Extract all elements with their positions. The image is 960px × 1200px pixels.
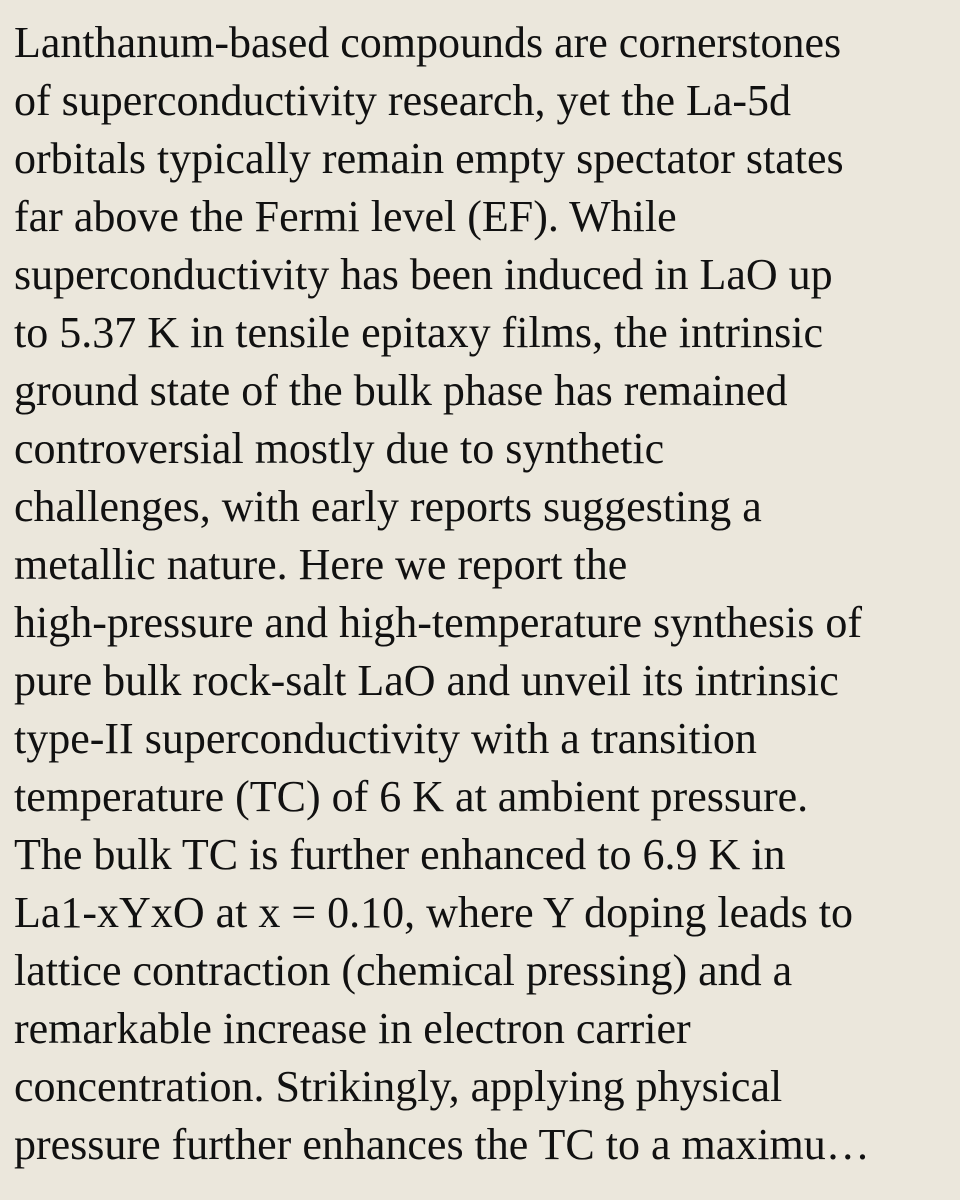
text-line: remarkable increase in electron carrier xyxy=(14,1004,691,1053)
text-line: pressure further enhances the TC to a maximu… xyxy=(14,1120,870,1169)
abstract-text xyxy=(14,14,960,1174)
text-line: far above the Fermi level (EF). While xyxy=(14,192,677,241)
text-line: challenges, with early reports suggesting a xyxy=(14,482,762,531)
text-line: superconductivity has been induced in LaO up xyxy=(14,250,833,299)
text-line: temperature (TC) of 6 K at ambient pressure. xyxy=(14,772,809,821)
text-line: pure bulk rock-salt LaO and unveil its intrinsic xyxy=(14,656,839,705)
text-line: The bulk TC is further enhanced to 6.9 K in xyxy=(14,830,786,879)
text-line: Lanthanum-based compounds are cornerstones xyxy=(14,18,842,67)
text-line: orbitals typically remain empty spectator states xyxy=(14,134,844,183)
text-line: type-II superconductivity with a transition xyxy=(14,714,757,763)
text-line: controversial mostly due to synthetic xyxy=(14,424,665,473)
text-line: ground state of the bulk phase has remained xyxy=(14,366,788,415)
text-line: to 5.37 K in tensile epitaxy films, the intrinsic xyxy=(14,308,823,357)
text-line: metallic nature. Here we report the xyxy=(14,540,628,589)
text-line: of superconductivity research, yet the La-5d xyxy=(14,76,792,125)
text-line: concentration. Strikingly, applying physical xyxy=(14,1062,783,1111)
text-line: lattice contraction (chemical pressing) and a xyxy=(14,946,793,995)
text-line: high-pressure and high-temperature synthesis of xyxy=(14,598,862,647)
text-line: La1-xYxO at x = 0.10, where Y doping leads to xyxy=(14,888,854,937)
